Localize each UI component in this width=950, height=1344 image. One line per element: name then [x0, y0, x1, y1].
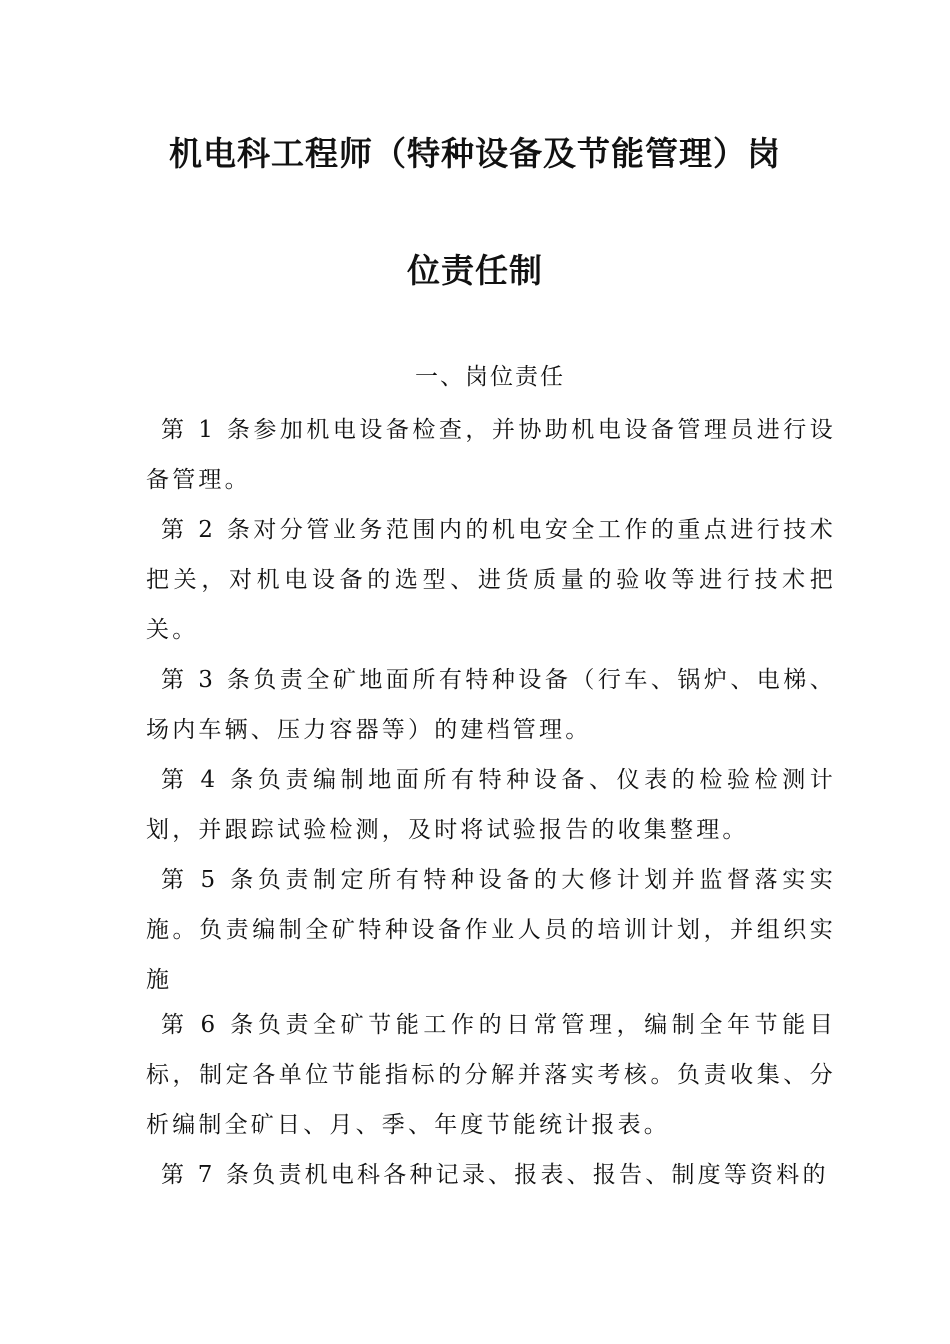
- article-2: 第 2 条对分管业务范围内的机电安全工作的重点进行技术把关，对机电设备的选型、进货质量的验收等进行技术把关。: [146, 517, 836, 643]
- document-title-line-2: 位责任制: [407, 251, 543, 290]
- article-6: 第 6 条负责全矿节能工作的日常管理，编制全年节能目标，制定各单位节能指标的分解并落实考核。负责收集、分析编制全矿日、月、季、年度节能统计报表。: [146, 1012, 836, 1138]
- document-title-line-1: 机电科工程师（特种设备及节能管理）岗: [169, 134, 781, 173]
- article-3: 第 3 条负责全矿地面所有特种设备（行车、锅炉、电梯、场内车辆、压力容器等）的建档管理。: [146, 667, 836, 743]
- section-heading: 一、岗位责任: [415, 364, 565, 390]
- article-4: 第 4 条负责编制地面所有特种设备、仪表的检验检测计划，并跟踪试验检测，及时将试验报告的收集整理。: [146, 767, 836, 843]
- articles-block-1: [146, 405, 836, 1005]
- article-1: 第 1 条参加机电设备检查，并协助机电设备管理员进行设备管理。: [146, 417, 836, 493]
- articles-block-2: [146, 1000, 836, 1200]
- article-5: 第 5 条负责制定所有特种设备的大修计划并监督落实实施。负责编制全矿特种设备作业人员的培训计划，并组织实施: [146, 867, 836, 993]
- article-7: 第 7 条负责机电科各种记录、报表、报告、制度等资料的: [161, 1162, 829, 1188]
